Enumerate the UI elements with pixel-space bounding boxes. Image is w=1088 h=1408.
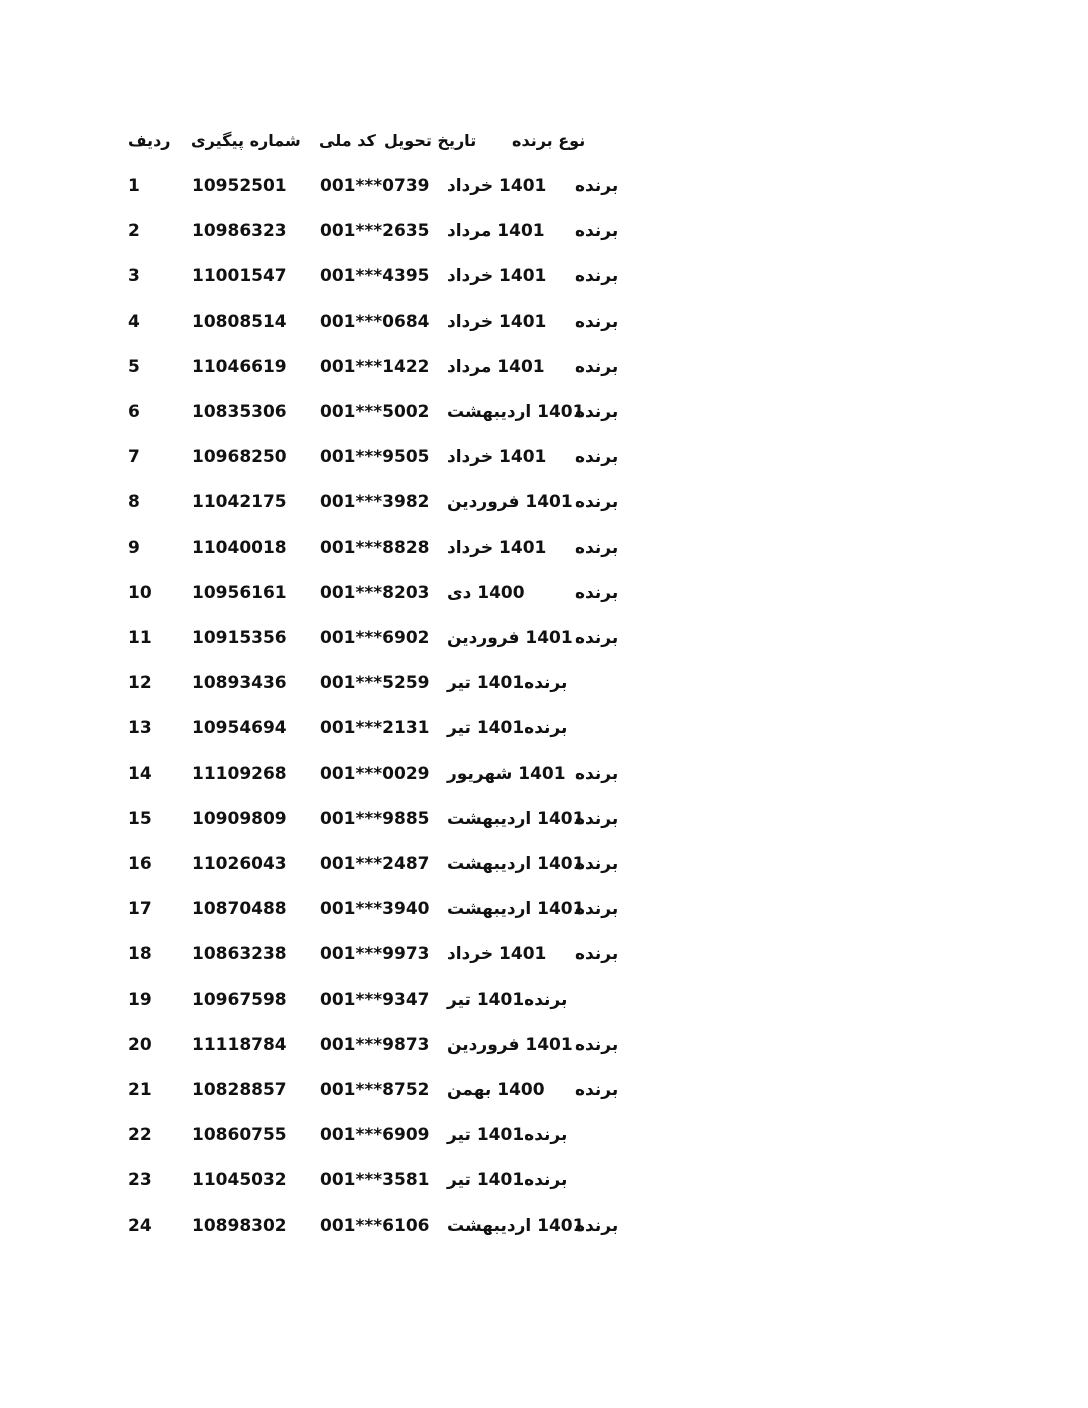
delivery-date: 1401 فروردین — [447, 492, 573, 513]
row-number: 21 — [128, 1080, 152, 1100]
winner-type: برنده — [575, 1215, 619, 1236]
winner-type: برنده — [575, 492, 619, 513]
national-code: 001***3940 — [320, 899, 430, 920]
national-code: 001***8752 — [320, 1080, 430, 1100]
winner-type: برنده — [575, 899, 619, 920]
tracking-number: 11109268 — [192, 763, 287, 784]
table-row — [0, 849, 1088, 879]
row-number: 22 — [128, 1125, 152, 1146]
row-number: 19 — [128, 989, 152, 1010]
delivery-date: 1401 خرداد — [447, 944, 547, 965]
table-row — [0, 442, 1088, 472]
table-row — [0, 1030, 1088, 1060]
delivery-date: 1401 اردیبهشت — [447, 402, 585, 422]
delivery-date: 1401 مرداد — [447, 356, 545, 377]
row-number: 20 — [128, 1034, 152, 1055]
header-national-code: کد ملی — [319, 131, 376, 150]
national-code: 001***1422 — [320, 356, 430, 377]
national-code: 001***3982 — [320, 492, 430, 513]
winner-type: برنده — [575, 176, 619, 196]
delivery-date: 1401 خرداد — [447, 447, 547, 468]
tracking-number: 10835306 — [192, 402, 287, 422]
delivery-date: برنده1401 تیر — [447, 989, 568, 1010]
winner-type: برنده — [575, 1080, 619, 1100]
row-number: 17 — [128, 899, 152, 920]
delivery-date: 1401 اردیبهشت — [447, 899, 585, 920]
table-row — [0, 759, 1088, 789]
row-number: 10 — [128, 582, 152, 603]
national-code: 001***5259 — [320, 673, 430, 694]
national-code: 001***9505 — [320, 447, 430, 468]
national-code: 001***0029 — [320, 763, 430, 784]
tracking-number: 11046619 — [192, 356, 287, 377]
national-code: 001***5002 — [320, 402, 430, 422]
tracking-number: 11026043 — [192, 854, 287, 874]
tracking-number: 10870488 — [192, 899, 287, 920]
table-row — [0, 352, 1088, 382]
national-code: 001***9347 — [320, 989, 430, 1010]
tracking-number: 10915356 — [192, 628, 287, 648]
row-number: 6 — [128, 402, 140, 422]
row-number: 7 — [128, 447, 140, 468]
tracking-number: 10956161 — [192, 582, 287, 603]
row-number: 12 — [128, 673, 152, 694]
tracking-number: 11040018 — [192, 537, 287, 558]
tracking-number: 10986323 — [192, 221, 287, 242]
delivery-date: 1401 اردیبهشت — [447, 854, 585, 874]
tracking-number: 10828857 — [192, 1080, 287, 1100]
national-code: 001***9885 — [320, 808, 430, 829]
delivery-date: برنده1401 تیر — [447, 1125, 568, 1146]
tracking-number: 11118784 — [192, 1034, 287, 1055]
winner-type: برنده — [575, 221, 619, 242]
table-row — [0, 985, 1088, 1015]
tracking-number: 10909809 — [192, 808, 287, 829]
winner-type: برنده — [575, 402, 619, 422]
header-tracking-number: شماره پیگیری — [191, 131, 301, 150]
winner-type: برنده — [575, 808, 619, 829]
table-row — [0, 578, 1088, 608]
row-number: 9 — [128, 537, 140, 558]
delivery-date: 1401 فروردین — [447, 628, 573, 648]
national-code: 001***3581 — [320, 1170, 430, 1191]
table-row — [0, 1120, 1088, 1150]
row-number: 15 — [128, 808, 152, 829]
delivery-date: 1401 خرداد — [447, 311, 547, 332]
national-code: 001***6909 — [320, 1125, 430, 1146]
national-code: 001***4395 — [320, 266, 430, 287]
table-row — [0, 894, 1088, 924]
table-row — [0, 171, 1088, 201]
winner-type: برنده — [575, 854, 619, 874]
tracking-number: 11042175 — [192, 492, 287, 513]
row-number: 23 — [128, 1170, 152, 1191]
header-winner-type: نوع برنده — [512, 131, 586, 150]
row-number: 24 — [128, 1215, 152, 1236]
delivery-date: 1401 فروردین — [447, 1034, 573, 1055]
tracking-number: 11001547 — [192, 266, 287, 287]
delivery-date: برنده1401 تیر — [447, 1170, 568, 1191]
national-code: 001***0739 — [320, 176, 430, 196]
row-number: 4 — [128, 311, 140, 332]
delivery-date: 1401 خرداد — [447, 537, 547, 558]
row-number: 3 — [128, 266, 140, 287]
tracking-number: 10893436 — [192, 673, 287, 694]
tracking-number: 10863238 — [192, 944, 287, 965]
header-delivery-date: تاریخ تحویل — [384, 131, 477, 150]
row-number: 16 — [128, 854, 152, 874]
table-row — [0, 533, 1088, 563]
table-row — [0, 307, 1088, 337]
national-code: 001***8203 — [320, 582, 430, 603]
tracking-number: 11045032 — [192, 1170, 287, 1191]
national-code: 001***6106 — [320, 1215, 430, 1236]
table-row — [0, 1165, 1088, 1195]
table-row — [0, 397, 1088, 427]
national-code: 001***8828 — [320, 537, 430, 558]
winner-type: برنده — [575, 628, 619, 648]
row-number: 13 — [128, 718, 152, 739]
delivery-date: 1401 اردیبهشت — [447, 1215, 585, 1236]
delivery-date: 1401 شهریور — [447, 763, 566, 784]
national-code: 001***2635 — [320, 221, 430, 242]
tracking-number: 10952501 — [192, 176, 287, 196]
row-number: 11 — [128, 628, 152, 648]
national-code: 001***9973 — [320, 944, 430, 965]
row-number: 2 — [128, 221, 140, 242]
table-row — [0, 804, 1088, 834]
winner-type: برنده — [575, 763, 619, 784]
national-code: 001***9873 — [320, 1034, 430, 1055]
winner-type: برنده — [575, 447, 619, 468]
table-row — [0, 487, 1088, 517]
delivery-date: 1401 مرداد — [447, 221, 545, 242]
table-row — [0, 939, 1088, 969]
national-code: 001***6902 — [320, 628, 430, 648]
delivery-date: 1401 اردیبهشت — [447, 808, 585, 829]
delivery-date: 1401 خرداد — [447, 176, 547, 196]
table-row — [0, 1211, 1088, 1241]
row-number: 18 — [128, 944, 152, 965]
delivery-date: برنده1401 تیر — [447, 673, 568, 694]
tracking-number: 10860755 — [192, 1125, 287, 1146]
tracking-number: 10968250 — [192, 447, 287, 468]
table-header — [0, 126, 1088, 156]
national-code: 001***2131 — [320, 718, 430, 739]
row-number: 14 — [128, 763, 152, 784]
tracking-number: 10808514 — [192, 311, 287, 332]
table-row — [0, 1075, 1088, 1105]
table-row — [0, 668, 1088, 698]
tracking-number: 10954694 — [192, 718, 287, 739]
delivery-date: 1401 خرداد — [447, 266, 547, 287]
winner-type: برنده — [575, 944, 619, 965]
delivery-date: برنده1401 تیر — [447, 718, 568, 739]
winner-type: برنده — [575, 311, 619, 332]
table-row — [0, 216, 1088, 246]
tracking-number: 10898302 — [192, 1215, 287, 1236]
winner-type: برنده — [575, 356, 619, 377]
delivery-date: 1400 دی — [447, 582, 525, 603]
national-code: 001***2487 — [320, 854, 430, 874]
row-number: 5 — [128, 356, 140, 377]
winner-type: برنده — [575, 537, 619, 558]
row-number: 8 — [128, 492, 140, 513]
table-row — [0, 713, 1088, 743]
winner-type: برنده — [575, 582, 619, 603]
winner-type: برنده — [575, 1034, 619, 1055]
national-code: 001***0684 — [320, 311, 430, 332]
delivery-date: 1400 بهمن — [447, 1080, 545, 1100]
table-row — [0, 261, 1088, 291]
winner-type: برنده — [575, 266, 619, 287]
tracking-number: 10967598 — [192, 989, 287, 1010]
header-row-number: ردیف — [128, 131, 171, 150]
table-row — [0, 623, 1088, 653]
row-number: 1 — [128, 176, 140, 196]
